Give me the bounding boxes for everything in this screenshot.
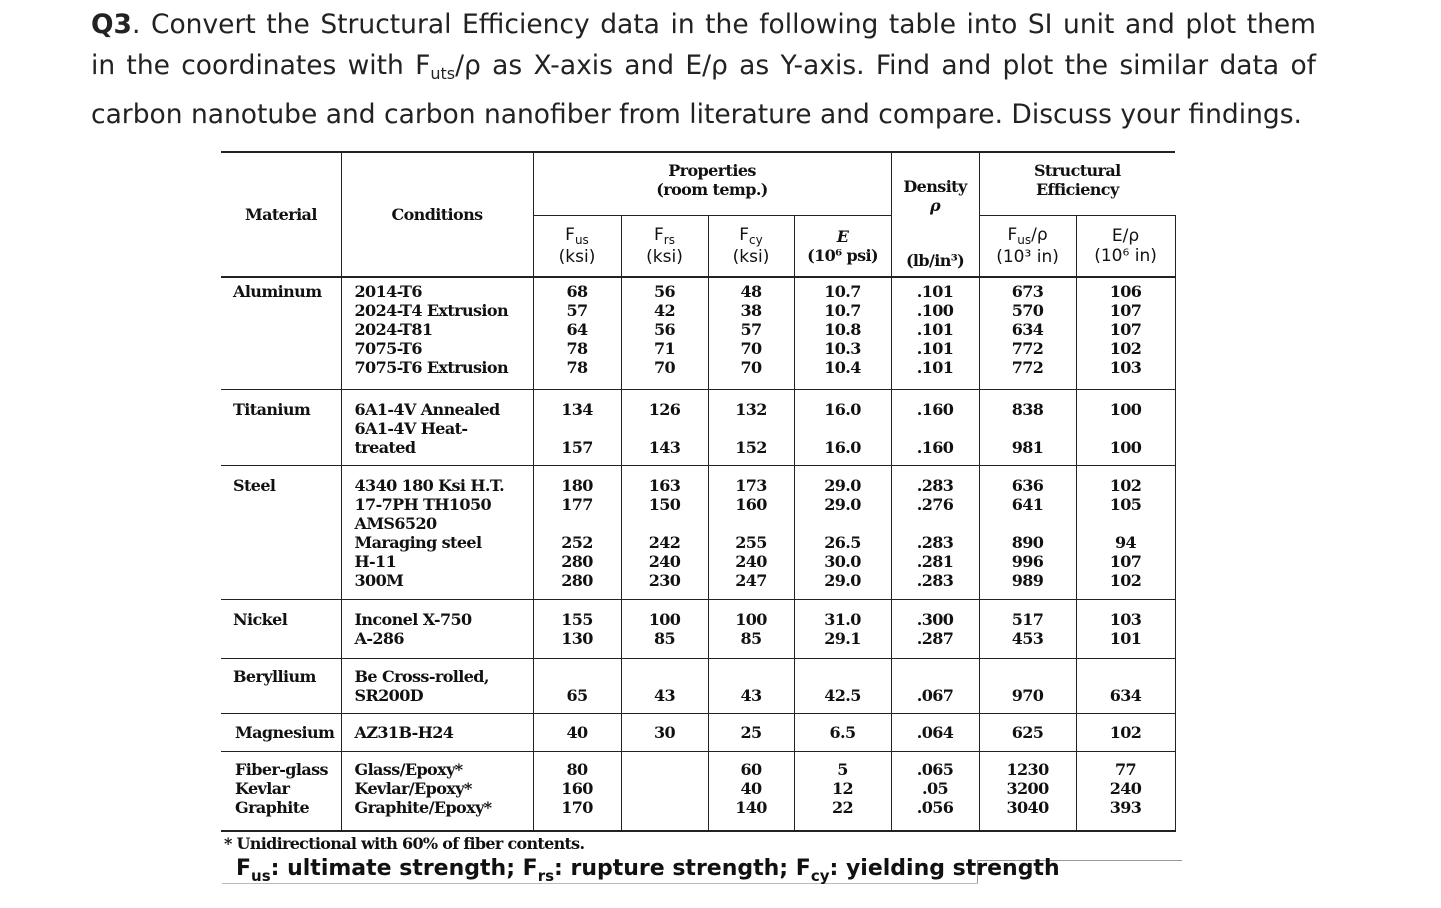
header-e <box>794 215 891 277</box>
cell-fus: 68 57 64 78 78 <box>533 277 621 389</box>
cell-fus-rho: 673 570 634 772 772 <box>979 277 1076 389</box>
properties-table-wrapper <box>221 151 1175 823</box>
cell-fus-rho: 517 453 <box>979 599 1076 658</box>
header-fcy: $F_{cy}$ (ksi) <box>708 215 794 277</box>
cell-fcy: 173 160 255 240 247 <box>708 465 794 599</box>
question-uts-subscript: uts <box>430 64 456 83</box>
question-number: Q3 <box>91 9 132 40</box>
cell-frs <box>621 751 708 831</box>
cell-rho: .064 <box>891 713 979 751</box>
cell-frs: 100 85 <box>621 599 708 658</box>
cell-fus: 134 157 <box>533 389 621 465</box>
header-e-label: E <box>836 226 849 246</box>
cell-rho: .283 .276 .283 .281 .283 <box>891 465 979 599</box>
cell-e: 16.0 16.0 <box>794 389 891 465</box>
header-properties-sub: (room temp.) <box>656 180 768 199</box>
cell-e-rho: 102 105 94 107 102 <box>1076 465 1175 599</box>
cell-material: Fiber-glass Kevlar Graphite <box>221 751 341 831</box>
cell-e-rho: 106 107 107 102 103 <box>1076 277 1175 389</box>
cell-frs: 43 <box>621 658 708 713</box>
header-density-label: Density <box>903 177 967 196</box>
header-structural-label: Structural <box>1033 161 1121 180</box>
cell-fcy: 48 38 57 70 70 <box>708 277 794 389</box>
header-e-rho-unit: (10⁶ in) <box>1094 245 1157 266</box>
header-e-unit: (10⁶ psi) <box>807 245 878 265</box>
cell-fus-rho: 970 <box>979 658 1076 713</box>
cell-rho: .067 <box>891 658 979 713</box>
question-text <box>91 4 1316 135</box>
cell-conditions: Be Cross-rolled, SR200D <box>341 658 533 713</box>
footnote-fiber-contents: * Unidirectional with 60% of fiber contents. <box>224 834 585 853</box>
table-row <box>221 658 1175 713</box>
cell-material: Magnesium <box>221 713 341 751</box>
properties-table <box>221 151 1176 832</box>
cell-conditions: Inconel X-750 A-286 <box>341 599 533 658</box>
header-e-rho-label: E/ρ <box>1111 225 1140 246</box>
header-fus: $F_{us}$ (ksi) <box>533 215 621 277</box>
cell-conditions: 4340 180 Ksi H.T. 17-7PH TH1050 AMS6520 Maraging steel H-11 300M <box>341 465 533 599</box>
cell-frs: 30 <box>621 713 708 751</box>
header-density-symbol: ρ <box>930 196 941 215</box>
cell-e: 5 12 22 <box>794 751 891 831</box>
header-density <box>891 152 979 215</box>
cell-rho: .300 .287 <box>891 599 979 658</box>
question-text-a: . Convert the Structural Efficiency data in the following table into SI unit and plot them in the coordinates with F <box>91 9 1316 81</box>
header-material: Material <box>221 152 341 277</box>
cell-frs: 56 42 56 71 70 <box>621 277 708 389</box>
cell-material: Nickel <box>221 599 341 658</box>
header-density-unit: (lb/in³) <box>891 215 979 277</box>
cell-fcy: 100 85 <box>708 599 794 658</box>
cell-fus-rho: 1230 3200 3040 <box>979 751 1076 831</box>
table-row <box>221 465 1175 599</box>
cell-e-rho: 100 100 <box>1076 389 1175 465</box>
header-fus-rho: $F_{us}/\rho$ (10³ in) <box>979 215 1076 277</box>
cell-conditions: AZ31B-H24 <box>341 713 533 751</box>
cell-fus: 180 177 252 280 280 <box>533 465 621 599</box>
cell-fus-rho: 625 <box>979 713 1076 751</box>
cell-fcy: 132 152 <box>708 389 794 465</box>
header-properties <box>533 152 891 215</box>
cell-e: 29.0 29.0 26.5 30.0 29.0 <box>794 465 891 599</box>
table-row <box>221 751 1175 831</box>
cell-fcy: 60 40 140 <box>708 751 794 831</box>
header-e-rho <box>1076 215 1175 277</box>
cell-rho: .101 .100 .101 .101 .101 <box>891 277 979 389</box>
header-frs: $F_{rs}$ (ksi) <box>621 215 708 277</box>
header-conditions: Conditions <box>341 152 533 277</box>
table-row <box>221 389 1175 465</box>
footnote-strength-definitions: $F_{us}$: ultimate strength; $F_{rs}$: rupture strength; $F_{cy}$: yielding strength <box>236 856 1060 885</box>
cell-e: 6.5 <box>794 713 891 751</box>
table-row <box>221 599 1175 658</box>
cell-fus-rho: 838 981 <box>979 389 1076 465</box>
cell-e: 31.0 29.1 <box>794 599 891 658</box>
cell-conditions: 2014-T6 2024-T4 Extrusion 2024-T81 7075-T6 7075-T6 Extrusion <box>341 277 533 389</box>
cell-fcy: 25 <box>708 713 794 751</box>
cell-conditions: 6A1-4V Annealed 6A1-4V Heat- treated <box>341 389 533 465</box>
cell-material: Beryllium <box>221 658 341 713</box>
cell-e-rho: 103 101 <box>1076 599 1175 658</box>
cell-e-rho: 77 240 393 <box>1076 751 1175 831</box>
cell-fus: 65 <box>533 658 621 713</box>
cell-fus: 155 130 <box>533 599 621 658</box>
cell-frs: 126 143 <box>621 389 708 465</box>
cell-fus-rho: 636 641 890 996 989 <box>979 465 1076 599</box>
table-row <box>221 713 1175 751</box>
header-fus-rho-unit: (10³ in) <box>996 246 1059 267</box>
cell-material: Titanium <box>221 389 341 465</box>
cell-fus: 40 <box>533 713 621 751</box>
cell-e: 42.5 <box>794 658 891 713</box>
cell-conditions: Glass/Epoxy* Kevlar/Epoxy* Graphite/Epoxy* <box>341 751 533 831</box>
cell-rho: .065 .05 .056 <box>891 751 979 831</box>
cell-e-rho: 634 <box>1076 658 1175 713</box>
cell-fcy: 43 <box>708 658 794 713</box>
table-row <box>221 277 1175 389</box>
header-fcy-unit: (ksi) <box>732 246 770 267</box>
cell-e-rho: 102 <box>1076 713 1175 751</box>
cell-material: Steel <box>221 465 341 599</box>
cell-e: 10.7 10.7 10.8 10.3 10.4 <box>794 277 891 389</box>
cell-material: Aluminum <box>221 277 341 389</box>
header-frs-unit: (ksi) <box>646 246 683 267</box>
header-efficiency-label: Efficiency <box>1035 180 1119 199</box>
header-properties-label: Properties <box>668 161 756 180</box>
header-fus-unit: (ksi) <box>558 246 596 267</box>
question-text-b: /ρ as X-axis and E/ρ as Y-axis. Find and plot the similar data of carbon nanotube and carbon nanofiber from literature and compare. Discuss your findings. <box>91 50 1316 130</box>
header-structural-efficiency <box>979 152 1175 215</box>
cell-fus: 80 160 170 <box>533 751 621 831</box>
cell-frs: 163 150 242 240 230 <box>621 465 708 599</box>
cell-rho: .160 .160 <box>891 389 979 465</box>
